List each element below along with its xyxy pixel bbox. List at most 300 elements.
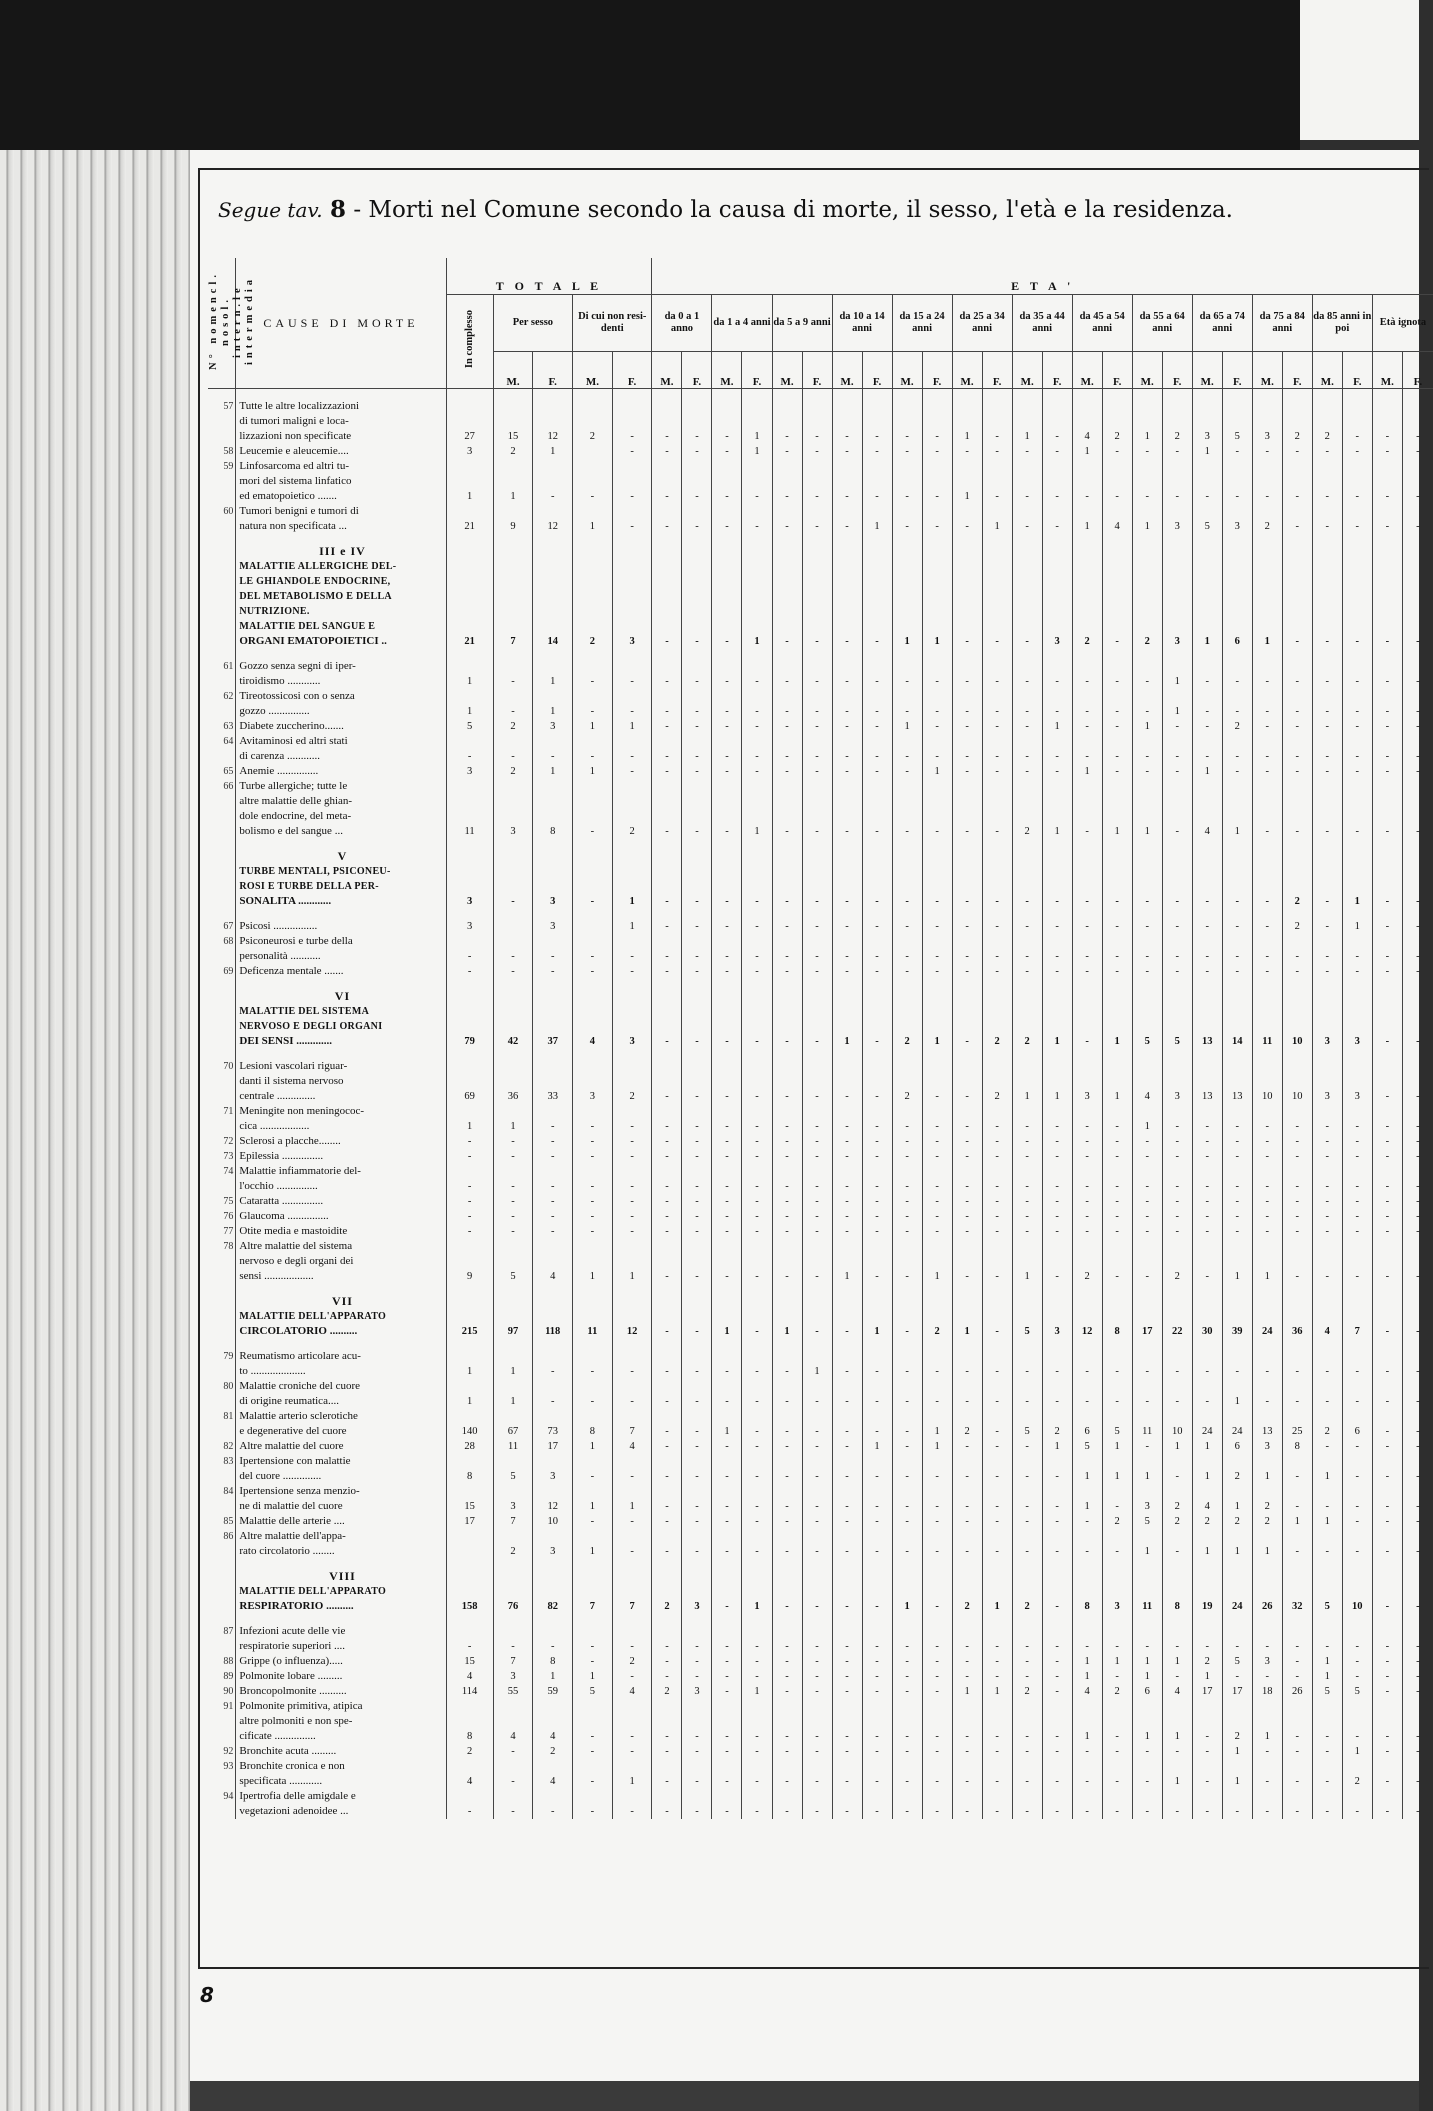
cell-value (1222, 534, 1252, 544)
cell-value: - (1402, 1034, 1433, 1049)
cell-value: - (1282, 1499, 1312, 1514)
row-cause-label: centrale .............. (236, 1089, 446, 1104)
cell-value: - (1372, 949, 1402, 964)
cell-value (772, 659, 802, 674)
table-row (208, 1224, 1433, 1239)
cell-value: - (742, 1209, 772, 1224)
cell-value (1372, 1614, 1402, 1624)
cell-value (573, 734, 613, 749)
row-cause-label (236, 534, 446, 544)
cell-value: - (862, 824, 892, 839)
cell-value (1312, 1454, 1342, 1469)
cell-value (1312, 389, 1342, 400)
cell-value: - (922, 1364, 952, 1379)
cell-value: 26 (1282, 1684, 1312, 1699)
cell-value (1282, 809, 1312, 824)
cell-value: - (772, 1804, 802, 1819)
cell-value: - (712, 1499, 742, 1514)
cell-value (1072, 604, 1102, 619)
cell-value: 1 (952, 1324, 982, 1339)
header-age-group: da 1 a 4 anni (712, 295, 772, 352)
page-title (218, 196, 1233, 223)
cell-value: - (802, 964, 832, 979)
cell-value (772, 619, 802, 634)
row-nomenclature-number: 85 (223, 1516, 234, 1527)
cell-value (1282, 879, 1312, 894)
cell-value (1252, 1284, 1282, 1294)
cell-value (1312, 1379, 1342, 1394)
cell-value (862, 604, 892, 619)
cell-value: - (712, 764, 742, 779)
table-row (208, 574, 1433, 589)
cell-value: - (772, 749, 802, 764)
cell-value (533, 619, 573, 634)
cell-value: - (832, 704, 862, 719)
cell-value: - (1372, 1194, 1402, 1209)
cell-value (1402, 559, 1433, 574)
cell-value: 2 (1312, 1424, 1342, 1439)
table-row (208, 1324, 1433, 1339)
cell-value (922, 809, 952, 824)
cell-value: - (1222, 919, 1252, 934)
header-totale: T O T A L E (446, 258, 652, 295)
cell-value (573, 794, 613, 809)
row-nomenclature-number: 82 (223, 1441, 234, 1452)
cell-value (922, 1004, 952, 1019)
cell-value (652, 649, 682, 659)
cell-value (952, 1714, 982, 1729)
cell-value: - (682, 1224, 712, 1239)
cell-value: 1 (922, 1439, 952, 1454)
header-female: F. (742, 352, 772, 389)
row-nomenclature-number: 79 (223, 1351, 234, 1362)
cell-value: - (892, 1654, 922, 1669)
cell-value: - (952, 1744, 982, 1759)
cell-value (682, 1309, 712, 1324)
row-nomenclature-number (208, 1284, 236, 1294)
cell-value: 1 (573, 719, 613, 734)
cell-value: 1 (493, 1364, 533, 1379)
cell-value: - (652, 489, 682, 504)
row-cause-label: NUTRIZIONE. (236, 604, 446, 619)
cell-value: - (493, 749, 533, 764)
cell-value (982, 1614, 1012, 1624)
header-age-group: da 85 anni in poi (1312, 295, 1372, 352)
cell-value (1012, 779, 1042, 794)
cell-value: - (1402, 1224, 1433, 1239)
cell-value (573, 1104, 613, 1119)
cell-value (1072, 1529, 1102, 1544)
cell-value: - (1252, 1209, 1282, 1224)
cell-value: - (573, 1804, 613, 1819)
cell-value (493, 1584, 533, 1599)
cell-value (1042, 1339, 1072, 1349)
cell-value: - (712, 749, 742, 764)
cell-value (1162, 659, 1192, 674)
cell-value (1372, 1584, 1402, 1599)
cell-value (1072, 544, 1102, 559)
cell-value (1222, 689, 1252, 704)
cell-value (742, 1559, 772, 1569)
table-row (208, 519, 1433, 534)
cell-value (1222, 1759, 1252, 1774)
cell-value (1072, 574, 1102, 589)
cell-value: - (742, 894, 772, 909)
cell-value (712, 1239, 742, 1254)
cell-value (1222, 459, 1252, 474)
row-nomenclature-number: 59 (223, 461, 234, 472)
cell-value (1132, 1019, 1162, 1034)
row-nomenclature-number (208, 1469, 236, 1484)
cell-value (493, 1614, 533, 1624)
cell-value: - (652, 1149, 682, 1164)
cell-value: - (802, 1514, 832, 1529)
cell-value (612, 794, 652, 809)
cell-value: - (533, 1639, 573, 1654)
cell-value (1132, 1379, 1162, 1394)
cell-value: - (742, 1669, 772, 1684)
cell-value (1312, 1569, 1342, 1584)
row-nomenclature-number: 68 (223, 936, 234, 947)
cell-value (1312, 934, 1342, 949)
cell-value (1192, 779, 1222, 794)
cell-value: - (1012, 1394, 1042, 1409)
cell-value (982, 1104, 1012, 1119)
cell-value (742, 1104, 772, 1119)
cell-value: 2 (1162, 1514, 1192, 1529)
cell-value (1012, 1294, 1042, 1309)
row-nomenclature-number (208, 1774, 236, 1789)
cell-value: - (612, 444, 652, 459)
cell-value (922, 534, 952, 544)
cell-value: - (802, 894, 832, 909)
cell-value (832, 1104, 862, 1119)
cell-value (982, 1284, 1012, 1294)
table-row (208, 544, 1433, 559)
cell-value: 2 (1012, 1034, 1042, 1049)
header-female: F. (1222, 352, 1252, 389)
cell-value: - (1252, 1774, 1282, 1789)
cell-value: - (952, 824, 982, 839)
cell-value (952, 1409, 982, 1424)
cell-value: - (862, 1034, 892, 1049)
cell-value (742, 604, 772, 619)
row-nomenclature-number (208, 1559, 236, 1569)
cell-value: - (1282, 764, 1312, 779)
cell-value (982, 934, 1012, 949)
cell-value: 1 (1162, 1729, 1192, 1744)
cell-value: - (682, 1364, 712, 1379)
cell-value (1132, 779, 1162, 794)
cell-value (493, 544, 533, 559)
cell-value: - (832, 1599, 862, 1614)
cell-value: 76 (493, 1599, 533, 1614)
cell-value: - (832, 1774, 862, 1789)
cell-value (573, 1339, 613, 1349)
cell-value (682, 414, 712, 429)
cell-value (1372, 1484, 1402, 1499)
cell-value: 3 (533, 719, 573, 734)
cell-value (1372, 1789, 1402, 1804)
cell-value: - (982, 1469, 1012, 1484)
cell-value (612, 1454, 652, 1469)
cell-value (1372, 864, 1402, 879)
cell-value (446, 1614, 493, 1624)
cell-value (493, 839, 533, 849)
cell-value: - (802, 1394, 832, 1409)
cell-value: - (682, 1394, 712, 1409)
cell-value: - (1312, 1364, 1342, 1379)
cell-value: - (772, 1514, 802, 1529)
cell-value (1402, 414, 1433, 429)
cell-value (892, 1759, 922, 1774)
cell-value: - (802, 489, 832, 504)
cell-value (1402, 1759, 1433, 1774)
cell-value (1162, 1254, 1192, 1269)
cell-value (1222, 1699, 1252, 1714)
cell-value (1252, 734, 1282, 749)
row-cause-label: VII (236, 1294, 446, 1309)
cell-value: - (682, 704, 712, 719)
cell-value (892, 1409, 922, 1424)
header-female: F. (533, 352, 573, 389)
cell-value (612, 689, 652, 704)
cell-value (1132, 1164, 1162, 1179)
cell-value (922, 1059, 952, 1074)
cell-value (772, 809, 802, 824)
header-age-group: Età ignota (1372, 295, 1433, 352)
cell-value (533, 1059, 573, 1074)
cell-value: 1 (832, 1034, 862, 1049)
header-male: M. (1312, 352, 1342, 389)
cell-value (533, 604, 573, 619)
cell-value (652, 1294, 682, 1309)
cell-value (1192, 864, 1222, 879)
cell-value (892, 399, 922, 414)
cell-value (1132, 689, 1162, 704)
cell-value (573, 1164, 613, 1179)
cell-value (742, 794, 772, 809)
cell-value: 3 (1252, 1654, 1282, 1669)
cell-value: - (1372, 1804, 1402, 1819)
cell-value (652, 1529, 682, 1544)
cell-value (712, 1409, 742, 1424)
row-cause-label: ed ematopoietico ....... (236, 489, 446, 504)
cell-value (652, 1059, 682, 1074)
cell-value (862, 1624, 892, 1639)
cell-value (1342, 734, 1372, 749)
cell-value (1312, 989, 1342, 1004)
row-cause-label: mori del sistema linfatico (236, 474, 446, 489)
cell-value (802, 1559, 832, 1569)
cell-value (922, 1699, 952, 1714)
cell-value (1312, 604, 1342, 619)
cell-value: - (1042, 1544, 1072, 1559)
cell-value: - (1012, 674, 1042, 689)
cell-value: - (742, 1224, 772, 1239)
cell-value (1282, 619, 1312, 634)
cell-value: - (1342, 1469, 1372, 1484)
cell-value: - (862, 1684, 892, 1699)
cell-value (982, 559, 1012, 574)
cell-value: 1 (1012, 1269, 1042, 1284)
cell-value: - (573, 1654, 613, 1669)
cell-value (1042, 1484, 1072, 1499)
cell-value: - (1252, 1149, 1282, 1164)
cell-value (1162, 459, 1192, 474)
cell-value (712, 604, 742, 619)
cell-value: - (712, 1224, 742, 1239)
cell-value (1342, 809, 1372, 824)
cell-value (712, 979, 742, 989)
cell-value: - (1192, 1119, 1222, 1134)
cell-value (862, 1019, 892, 1034)
cell-value (1192, 1759, 1222, 1774)
cell-value: - (1102, 1269, 1132, 1284)
row-cause-label: NERVOSO E DEGLI ORGANI (236, 1019, 446, 1034)
cell-value (832, 1074, 862, 1089)
cell-value: 7 (493, 1654, 533, 1669)
cell-value (1192, 649, 1222, 659)
cell-value (1402, 1454, 1433, 1469)
cell-value: 5 (1012, 1324, 1042, 1339)
cell-value (493, 534, 533, 544)
cell-value: 15 (446, 1654, 493, 1669)
cell-value: - (1402, 894, 1433, 909)
cell-value (982, 1624, 1012, 1639)
cell-value: 1 (612, 894, 652, 909)
cell-value: - (1102, 749, 1132, 764)
cell-value (1162, 1624, 1192, 1639)
cell-value: 3 (1072, 1089, 1102, 1104)
row-cause-label: VI (236, 989, 446, 1004)
row-cause-label: vegetazioni adenoidee ... (236, 1804, 446, 1819)
cell-value: 7 (612, 1424, 652, 1439)
cell-value: - (772, 1684, 802, 1699)
cell-value: - (1372, 1654, 1402, 1669)
cell-value: - (862, 719, 892, 734)
cell-value (1072, 979, 1102, 989)
cell-value (1102, 1309, 1132, 1324)
cell-value: - (892, 749, 922, 764)
cell-value (1282, 1714, 1312, 1729)
cell-value: - (1102, 964, 1132, 979)
cell-value: - (982, 1224, 1012, 1239)
cell-value (1012, 1104, 1042, 1119)
cell-value (982, 1529, 1012, 1544)
cell-value (1102, 1569, 1132, 1584)
row-nomenclature-number (208, 1049, 236, 1059)
cell-value: - (742, 1469, 772, 1484)
cell-value: - (652, 704, 682, 719)
cell-value: - (892, 764, 922, 779)
cell-value: 9 (446, 1269, 493, 1284)
cell-value (802, 574, 832, 589)
cell-value (1402, 1699, 1433, 1714)
cell-value (892, 1059, 922, 1074)
cell-value: - (1102, 1134, 1132, 1149)
cell-value (1372, 619, 1402, 634)
cell-value (982, 1699, 1012, 1714)
cell-value: - (1252, 1364, 1282, 1379)
cell-value: - (862, 489, 892, 504)
row-nomenclature-number (208, 824, 236, 839)
cell-value: 1 (1132, 824, 1162, 839)
cell-value: - (682, 444, 712, 459)
cell-value (862, 1614, 892, 1624)
cell-value (1162, 1699, 1192, 1714)
cell-value: 6 (1072, 1424, 1102, 1439)
cell-value: - (892, 919, 922, 934)
cell-value (832, 574, 862, 589)
cell-value: - (533, 1119, 573, 1134)
cell-value: - (832, 1179, 862, 1194)
cell-value (802, 1614, 832, 1624)
cell-value: - (772, 1119, 802, 1134)
cell-value: - (1072, 1149, 1102, 1164)
cell-value: 2 (612, 1654, 652, 1669)
cell-value (1372, 589, 1402, 604)
cell-value: 8 (1282, 1439, 1312, 1454)
cell-value (832, 1409, 862, 1424)
cell-value: 4 (1192, 824, 1222, 839)
cell-value (1402, 864, 1433, 879)
cell-value (1312, 1529, 1342, 1544)
cell-value: 158 (446, 1599, 493, 1614)
cell-value (1132, 1104, 1162, 1119)
cell-value (1312, 734, 1342, 749)
cell-value (573, 1559, 613, 1569)
cell-value (862, 1239, 892, 1254)
cell-value: - (1162, 1209, 1192, 1224)
cell-value: - (1282, 1179, 1312, 1194)
cell-value (1402, 399, 1433, 414)
cell-value (1372, 1164, 1402, 1179)
cell-value (832, 1529, 862, 1544)
cell-value (1192, 1584, 1222, 1599)
row-nomenclature-number (208, 1074, 236, 1089)
cell-value (1072, 414, 1102, 429)
header-age-group: da 5 a 9 anni (772, 295, 832, 352)
cell-value: 3 (1342, 1089, 1372, 1104)
cell-value: - (1402, 749, 1433, 764)
cell-value (612, 1349, 652, 1364)
cell-value (742, 1569, 772, 1584)
row-cause-label: bolismo e del sangue ... (236, 824, 446, 839)
cell-value: - (1372, 1034, 1402, 1049)
cell-value: - (1372, 1269, 1402, 1284)
cell-value (982, 1569, 1012, 1584)
cell-value: - (1192, 1394, 1222, 1409)
cell-value (1402, 1284, 1433, 1294)
cell-value (1192, 1484, 1222, 1499)
cell-value (712, 1699, 742, 1714)
cell-value: - (742, 1034, 772, 1049)
cell-value (772, 559, 802, 574)
cell-value (802, 474, 832, 489)
cell-value (1312, 649, 1342, 659)
scan-border-top (0, 0, 1300, 165)
cell-value: 21 (446, 634, 493, 649)
row-nomenclature-number: 69 (223, 966, 234, 977)
cell-value (612, 1569, 652, 1584)
cell-value: - (1132, 1744, 1162, 1759)
cell-value: 3 (533, 1469, 573, 1484)
cell-value (446, 1714, 493, 1729)
cell-value: - (1132, 1149, 1162, 1164)
cell-value (1342, 1714, 1372, 1729)
cell-value (832, 934, 862, 949)
